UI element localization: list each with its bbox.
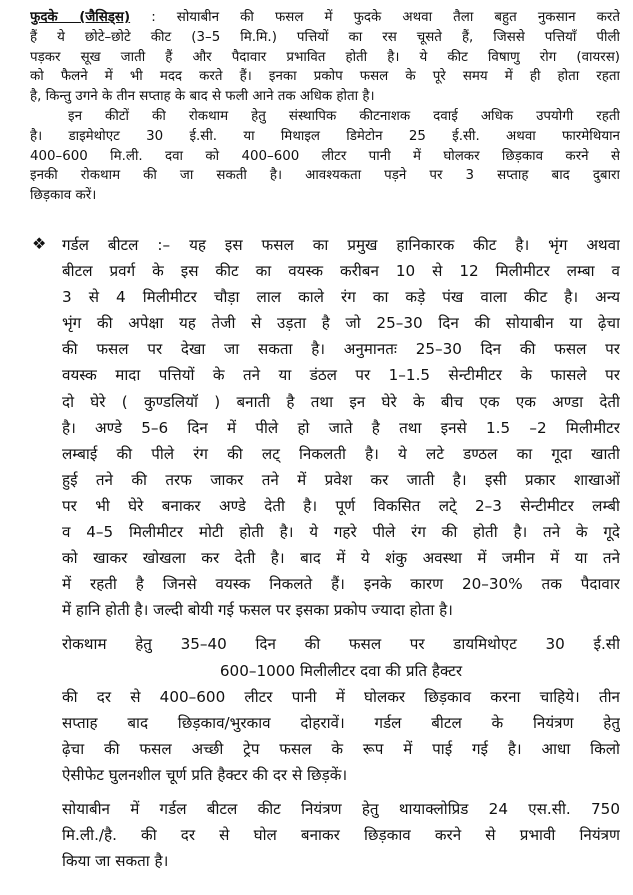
paragraph-line: में हानि होती है। जल्दी बोयी गई फसल पर इसका प्रकोप ज्यादा होता है। — [62, 601, 453, 620]
paragraph-line: में रहती है जिनसे वयस्क निकलते हैं। इनके कारण 20–30% तक पैदावार — [62, 575, 620, 594]
paragraph-line: व 4–5 मिलीमीटर मोटी होती है। ये गहरे पीले रंग की होती है। तने के गूदे — [62, 523, 620, 542]
paragraph-line: बीटल प्रवर्ग के इस कीट का वयस्क करीबन 10 से 12 मिलीमीटर लम्बा व — [62, 262, 620, 281]
control-paragraph-line: सप्ताह बाद छिड़काव/भुरकाव दोहरावें। गर्डल बीटल के नियंत्रण हेतु — [62, 713, 620, 732]
paragraph-line: है, किन्तु उगने के तीन सप्ताह के बाद से फली आने तक अधिक होता है। — [30, 89, 375, 105]
paragraph-line: छिड़काव करें। — [30, 188, 97, 204]
paragraph-line: हुई तने की तरफ जाकर तने में प्रवेश कर जाती है। इसी प्रकार शाखाओं — [62, 470, 620, 489]
thiacloprid-paragraph-line: सोयाबीन में गर्डल बीटल कीट नियंत्रण हेतु थायाक्लोप्रिड 24 एस.सी. 750 — [62, 799, 620, 818]
control-paragraph-line: ढ़ेचा की फसल अच्छी ट्रेप फसल के रूप में पाई गई है। आधा किलो — [62, 739, 620, 758]
control-paragraph-line: 600–1000 मिलीलीटर दवा की प्रति हैक्टर — [219, 661, 463, 680]
paragraph-line: लम्बाई की पीले रंग की लट् निकलती है। ये लटे डण्ठल का गूदा खाती — [62, 444, 620, 463]
control-paragraph-line: ऐसीफेट घुलनशील चूर्ण प्रति हैक्टर की दर से छिड़कें। — [62, 765, 348, 784]
paragraph-line: को खाकर खोखला कर देती है। बाद में ये शंकु अवस्था में जमीन में या तने — [62, 549, 620, 568]
bullet-diamond-icon: ❖ — [32, 234, 47, 253]
thiacloprid-paragraph-line: मि.ली./है. की दर से घोल बनाकर छिड़काव करने से प्रभावी नियंत्रण — [62, 826, 620, 845]
control-paragraph-line: रोकथाम हेतु 35–40 दिन की फसल पर डायमिथोएट 30 ई.सी — [62, 635, 620, 654]
section-girdle-beetle — [30, 232, 620, 874]
paragraph-line: भृंग की अपेक्षा यह तेजी से उड़ता है जो 25–30 दिन की सोयाबीन या ढ़ेचा — [62, 314, 620, 333]
paragraph-line: पर भी घेरे बनाकर अण्डे देती है। पूर्ण विकसित लटे् 2–3 सेन्टीमीटर लम्बी — [62, 496, 620, 515]
paragraph-line: फुदके (जैसिड्स) : सोयाबीन की फसल में फुदके अथवा तैला बहुत नुकसान करते — [30, 10, 620, 25]
section-jassids — [30, 8, 620, 206]
paragraph-line: इनकी रोकथाम की जा सकती है। आवश्यकता पड़ने पर 3 सप्ताह बाद दुबारा — [30, 168, 620, 184]
section-heading: फुदके (जैसिड्स) — [30, 10, 131, 25]
paragraph-line: 400–600 मि.ली. दवा को 400–600 लीटर पानी में घोलकर छिड़काव करने से — [30, 148, 620, 164]
paragraph-line: पड़कर सूख जाती हैं और पैदावार प्रभावित होती है। ये कीट विषाणु रोग (वायरस) — [30, 49, 620, 65]
thiacloprid-paragraph-line: किया जा सकता है। — [62, 852, 169, 871]
paragraph-line: इन कीटों की रोकथाम हेतु संस्थापिक कीटनाशक दवाई अधिक उपयोगी रहती — [68, 108, 620, 124]
paragraph-line: है। अण्डे 5–6 दिन में पीले हो जाते है तथा इनसे 1.5 –2 मिलीमीटर — [62, 418, 620, 437]
paragraph-line: की फसल पर देखा जा सकता है। अनुमानतः 25–30 दिन की फसल पर — [62, 340, 620, 359]
paragraph-line: वयस्क मादा पत्तियों के तने या डंठल पर 1–1.5 सेन्टीमीटर के फासले पर — [62, 366, 620, 385]
paragraph-line: 3 से 4 मिलीमीटर चौड़ा लाल काले रंग का कड़े पंख वाला कीट है। अन्य — [62, 288, 620, 307]
paragraph-line: है। डाइमेथोएट 30 ई.सी. या मिथाइल डिमेटोन 25 ई.सी. अथवा फारमेथियान — [30, 128, 620, 144]
control-paragraph-line: की दर से 400–600 लीटर पानी में घोलकर छिड़काव करना चाहिये। तीन — [62, 687, 620, 706]
paragraph-line: को फैलने में भी मदद करते हैं। इनका प्रकोप फसल के पूरे समय में ही होता रहता — [30, 69, 620, 85]
paragraph-line: दो घेरे ( कुण्डलियॉ ) बनाती है तथा इन घेरे के बीच एक एक अण्डा देती — [62, 392, 620, 411]
paragraph-line: गर्डल बीटल :– यह इस फसल का प्रमुख हानिकारक कीट है। भृंग अथवा — [62, 236, 620, 254]
paragraph-line: हैं ये छोटे–छोटे कीट (3–5 मि.मि.) पत्तियों का रस चूसते हैं, जिससे पत्तियाँ पीली — [30, 29, 620, 45]
